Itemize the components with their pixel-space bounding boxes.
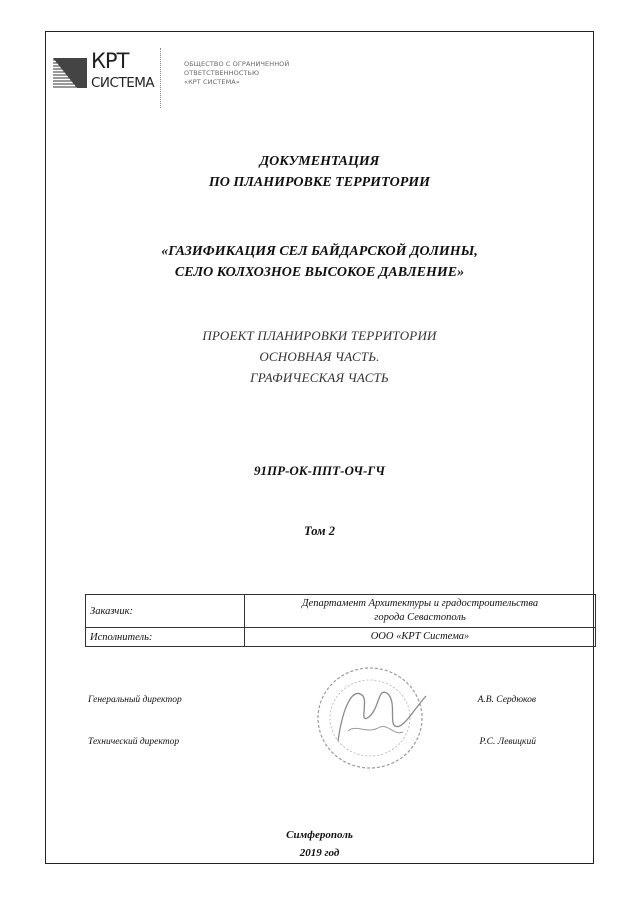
company-logo-mark [53,58,87,88]
subtitle-line: ГРАФИЧЕСКАЯ ЧАСТЬ [250,370,389,385]
org-line: «КРТ СИСТЕМА» [184,78,240,86]
volume-number: Том 2 [304,524,335,538]
customer-row [86,595,596,628]
footer [45,826,594,862]
signatory-position: Генеральный директор [88,695,182,705]
document-title [45,151,594,193]
signatory-position: Технический директор [88,737,180,747]
project-title [45,241,594,283]
project-title-line: «ГАЗИФИКАЦИЯ СЕЛ БАЙДАРСКОЙ ДОЛИНЫ, [161,244,478,259]
customer-value-line: Департамент Архитектуры и градостроительства [301,598,539,609]
subtitle-line: ОСНОВНАЯ ЧАСТЬ. [259,349,380,364]
org-line: ОБЩЕСТВО С ОГРАНИЧЕННОЙ [184,60,290,68]
project-title-line: СЕЛО КОЛХОЗНОЕ ВЫСОКОЕ ДАВЛЕНИЕ» [174,265,465,280]
contractor-label: Исполнитель: [86,628,245,647]
customer-label: Заказчик: [86,595,245,628]
company-seal-stamp [308,656,436,776]
signatory-name: Р.С. Левицкий [479,737,536,747]
org-line: ОТВЕТСТВЕННОСТЬЮ [184,69,260,77]
contractor-row [86,628,596,647]
document-title-line: ДОКУМЕНТАЦИЯ [259,154,380,169]
info-table [85,594,596,647]
document-code: 91ПР-ОК-ППТ-ОЧ-ГЧ [254,463,385,478]
logo-divider [160,48,161,108]
footer-city: Симферополь [286,829,353,841]
customer-value [245,595,596,628]
organization-name [184,60,289,87]
footer-year: 2019 год [299,847,340,859]
company-header [53,50,353,106]
contractor-value: ООО «КРТ Система» [245,628,596,647]
document-title-line: ПО ПЛАНИРОВКЕ ТЕРРИТОРИИ [208,175,431,190]
signatory-name: А.В. Сердюков [477,695,536,705]
logo-text-sistema: СИСТЕМА [91,75,155,91]
project-subtitle [45,325,594,388]
subtitle-line: ПРОЕКТ ПЛАНИРОВКИ ТЕРРИТОРИИ [202,328,437,343]
customer-value-line: города Севастополь [374,612,466,623]
logo-text-krt: КРТ [91,49,129,73]
